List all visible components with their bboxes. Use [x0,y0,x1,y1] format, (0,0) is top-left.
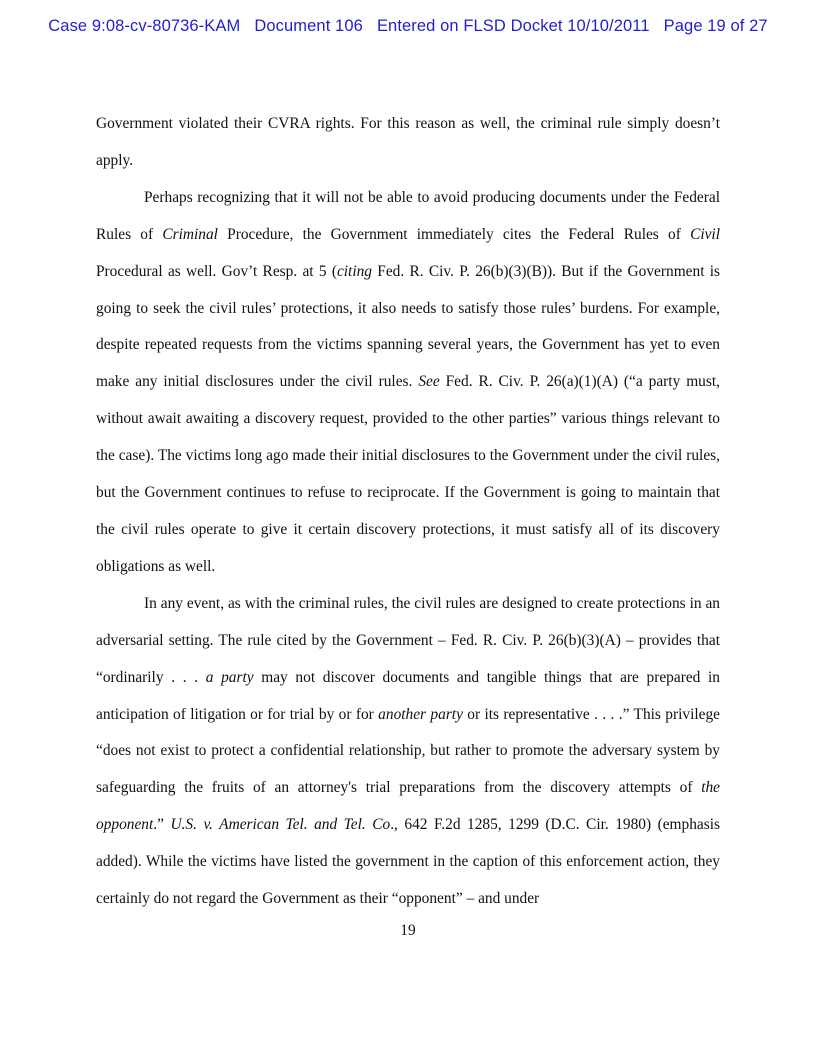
text-run: Fed. R. Civ. P. 26(b)(3)(B)). But if the Government is going to seek the civil rules’ protections, it also needs to satisfy those rules’ burdens. For example, despite repeated requests from the victims spanning several years, the Government has yet to even make any initial disclosures under the civil rules. [96,262,721,391]
italic-text-run: the opponent [96,779,720,834]
italic-text-run: See [418,373,440,391]
text-run: ., 642 F.2d 1285, 1299 (D.C. Cir. 1980) (emphasis added). While the victims have listed the government in the caption of this enforcement action, they certainly do not regard the Government as their “opponent” – and under [96,816,720,908]
italic-text-run: Civil [690,225,720,243]
text-run: Procedure, the Government immediately cites the Federal Rules of [217,225,691,243]
text-run: In any event, as with the criminal rules, the civil rules are designed to create protections in an adversarial setting. The rule cited by the Government – Fed. R. Civ. P. 26(b)(3)(A) – provides that “ordinarily . . . [96,594,720,686]
italic-text-run: Criminal [162,225,218,243]
paragraph-adversarial-setting [96,586,720,918]
italic-text-run: U.S. v. American Tel. and Tel. Co [170,816,391,834]
text-run: Fed. R. Civ. P. 26(a)(1)(A) (“a party must, without await awaiting a discovery request, provided to the other parties” various things relevant to the case). The victims long ago made their initial disclosures to the Government under the civil rules, but the Government continues to refuse to reciprocate. If the Government is going to maintain that the civil rules operate to give it certain discovery protections, it must satisfy all of its discovery obligations as well. [96,373,720,575]
document-body [96,106,720,918]
italic-text-run: another party [378,705,463,723]
text-run: or its representative . . . .” This privilege “does not exist to protect a confidential relationship, but rather to promote the adversary system by safeguarding the fruits of an attorney's trial preparations from the discovery attempts of [96,705,721,797]
page-number: 19 [400,922,416,939]
paragraph-continuation [96,106,720,180]
text-run: Procedural as well. Gov’t Resp. at 5 ( [96,262,337,280]
text-run: may not discover documents and tangible things that are prepared in anticipation of litigation or for trial by or for [96,668,720,723]
italic-text-run: citing [336,262,373,280]
paragraph-civil-rules [96,180,720,586]
text-run: Perhaps recognizing that it will not be able to avoid producing documents under the Federal Rules of [96,188,720,243]
docket-header-stamp: Case 9:08-cv-80736-KAM Document 106 Entered on FLSD Docket 10/10/2011 Page 19 of 27 [48,17,768,35]
text-run: .” [153,816,171,834]
text-run: Government violated their CVRA rights. For this reason as well, the criminal rule simply doesn’t apply. [96,115,720,169]
italic-text-run: a party [205,668,254,686]
